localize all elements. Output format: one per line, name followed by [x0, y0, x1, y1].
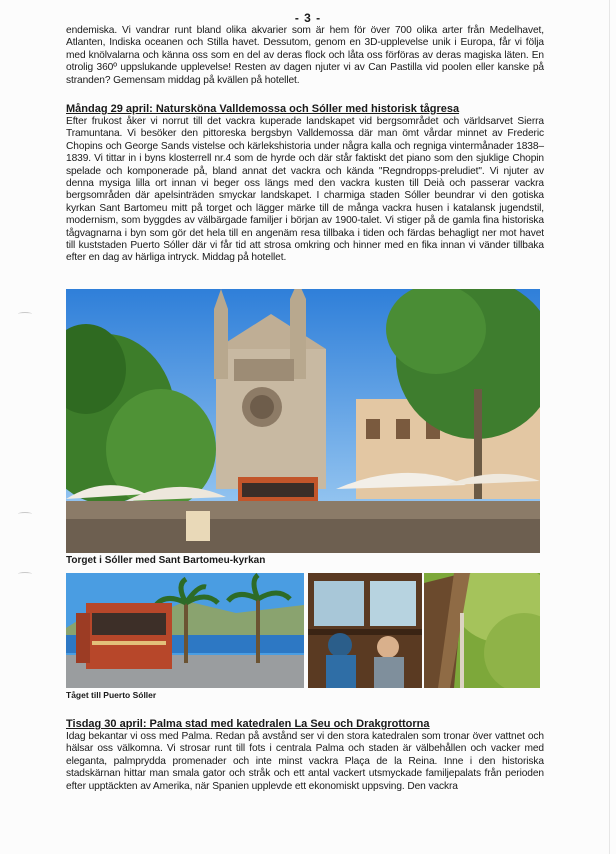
tram-port-photo: [66, 573, 304, 688]
punch-hole-mark: [18, 312, 32, 316]
monday-paragraph: Efter frukost åker vi norrut till det vackra kuperade landskapet vid bergsområdet och världsarvet Sierra Tramuntana. Vi besöker den pittoreska bergsbyn Valldemossa där man ömt vårdar minnet av Frederic Chopins och George Sands vistelse och kärlekshistoria under några kalla och regniga vintermånader 1838–1839. Vi tittar in i byns klosterrell nr.4 som de hyrde och där står faktiskt det piano som den sjuklige Chopin spelade och komponerade på, bland annat det vackra och kända "Regndropps-preludiet". Vi njuter av denna mysiga lilla ort innan vi beger oss längs med den vackra kusten till Deià och passerar vackra bergsområden där apelsinträden smyckar landskapet. I charmiga staden Sóller beundrar vi den gotiska kyrkan Sant Bartomeu mitt på torget och lägger märke till de många vackra husen i katalansk jugendstil, modernism, som byggdes av välbärgade familjer i början av 1900-talet. Vi stiger på de gamla fina historiska tågvagnarna i byn som gör det hela till en angenäm resa tillbaka i tiden och färdas behagligt ner mot havet till kuststaden Puerto Sóller där vi får tid att strosa omkring och hinner med en fika innan vi vänder tillbaka efter en dag av härliga intryck. Middag på hotellet.: [66, 116, 544, 264]
punch-hole-mark: [18, 572, 32, 576]
carriage-interior-photo: [308, 573, 422, 688]
page-number: - 3 -: [294, 11, 322, 25]
page-edge: [609, 0, 610, 854]
train-photo-caption: Tåget till Puerto Sóller: [66, 690, 157, 700]
monday-heading: Måndag 29 april: Natursköna Valldemossa och Sóller med historisk tågresa: [66, 103, 460, 115]
intro-paragraph: endemiska. Vi vandrar runt bland olika akvarier som är hem för över 700 olika arter från Medelhavet, Atlanten, Indiska oceanen och Stilla havet. Dessutom, genom en 3D-upplevelse unik i Europa, får vi följa med knölvalarna och känna oss som en del av deras flock och låta oss förföras av deras magiska läten. En otrolig 360º uppslukande upplevelse! Resten av dagen njuter vi av Can Pastilla vid poolen eller kanske på stranden? Gemensam middag på kvällen på hotellet.: [66, 25, 544, 86]
train-greenery-photo: [424, 573, 540, 688]
tuesday-paragraph: Idag bekantar vi oss med Palma. Redan på avstånd ser vi den stora katedralen som tronar över vattnet och hälsar oss välkomna. Vi strosar runt till fots i centrala Palma och staden är välbehållen och vacker med eleganta, palmprydda promenader och inte minst vackra Plaça de la Reina. Inne i den historiska stadskärnan hittar man smala gator och stråk och ett antal vackert utsmyckade familjepalats från perioden efter upptäckten av Amerika, när Spanien upplevde ett ekonomiskt uppsving. Den vackra: [66, 731, 544, 792]
punch-hole-mark: [18, 512, 32, 516]
soller-photo-caption: Torget i Sóller med Sant Bartomeu-kyrkan: [66, 555, 266, 566]
soller-square-photo: [66, 289, 540, 553]
tuesday-heading: Tisdag 30 april: Palma stad med katedralen La Seu och Drakgrottorna: [66, 718, 430, 730]
